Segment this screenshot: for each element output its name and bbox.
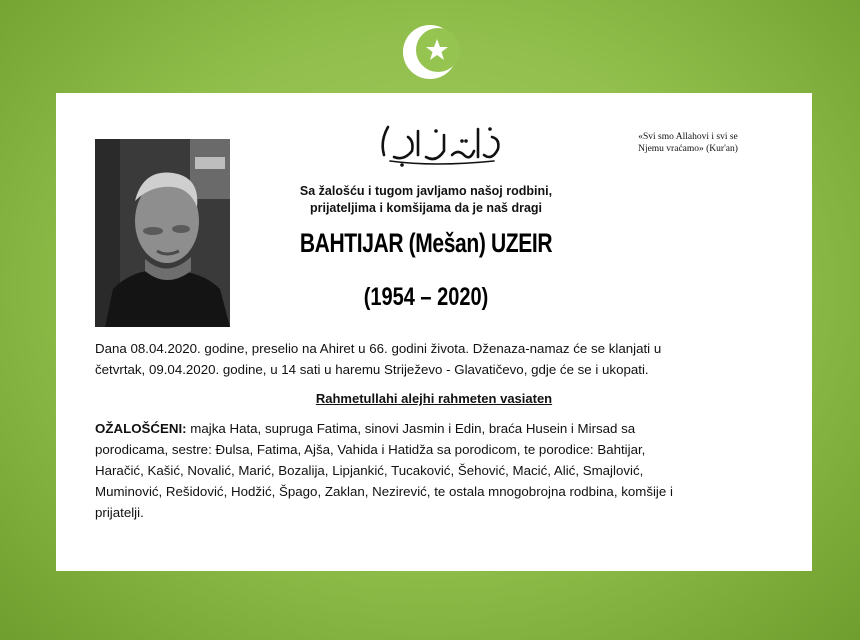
announcement-intro	[266, 183, 586, 217]
quote-line-1: «Svi smo Allahovi i svi se	[638, 132, 738, 142]
mourners-text-1: majka Hata, supruga Fatima, sinovi Jasmin i Edin, braća Husein i Mirsad sa	[186, 421, 636, 436]
mourners-list	[95, 418, 775, 523]
mourners-line-3: Haračić, Kašić, Novalić, Marić, Bozalija, Lipjankić, Tucaković, Šehović, Macić, Alić, Smajlović,	[95, 463, 644, 478]
mourners-label: OŽALOŠĆENI:	[95, 421, 187, 436]
death-notice-line-1: Dana 08.04.2020. godine, preselio na Ahiret u 66. godini života. Dženaza-namaz će se klanjati u	[95, 341, 662, 356]
quran-quote	[588, 131, 788, 155]
mourners-line-1	[95, 418, 775, 439]
crescent-star-icon	[400, 20, 464, 84]
arabic-calligraphy-heading	[374, 121, 504, 167]
quote-line-2: Njemu vraćamo» (Kur'an)	[638, 144, 738, 154]
deceased-photo	[95, 139, 230, 327]
prayer-text: Rahmetullahi alejhi rahmeten vasiaten	[315, 391, 553, 406]
deceased-years: (1954 – 2020)	[363, 283, 489, 311]
death-notice-line-2: četvrtak, 09.04.2020. godine, u 14 sati u haremu Striježevo - Glavatičevo, gdje će se i ukopati.	[95, 362, 649, 377]
mourners-line-4: Muminović, Rešidović, Hodžić, Špago, Zaklan, Nezirević, te ostala mnogobrojna rodbina, komšije i	[95, 484, 673, 499]
prayer-line	[56, 391, 812, 406]
intro-line-1: Sa žalošću i tugom javljamo našoj rodbini,	[299, 184, 553, 198]
deceased-name: BAHTIJAR (Mešan) UZEIR	[299, 228, 553, 258]
death-notice	[95, 338, 775, 380]
mourners-line-5: prijatelji.	[95, 505, 144, 520]
obituary-card	[56, 93, 812, 571]
mourners-line-2: porodicama, sestre: Đulsa, Fatima, Ajša, Vahida i Hatidža sa porodicom, te porodice: Bahtijar,	[95, 442, 646, 457]
intro-line-2: prijateljima i komšijama da je naš dragi	[309, 201, 543, 215]
